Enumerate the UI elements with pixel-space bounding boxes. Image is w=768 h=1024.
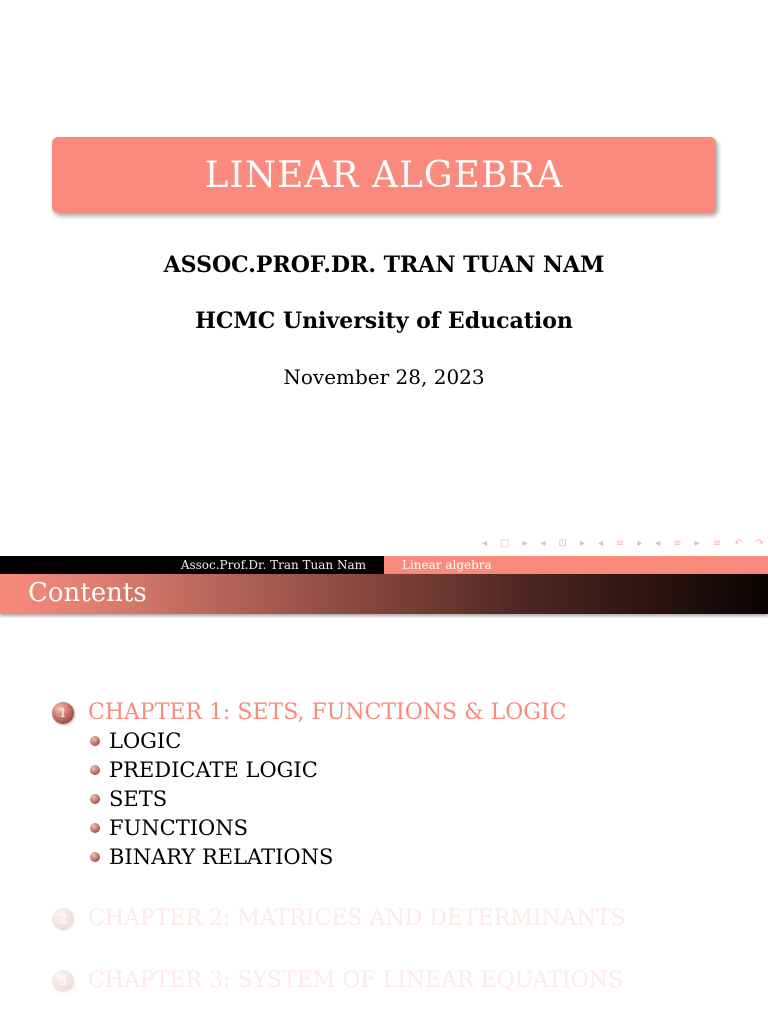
nav-subsection-icon[interactable]: ≡ — [615, 537, 625, 549]
nav-frame-icon[interactable]: ⊡ — [558, 537, 567, 549]
chapter-label: CHAPTER 2: MATRICES AND DETERMINANTS — [88, 906, 626, 931]
footer-title: Linear algebra — [384, 556, 768, 574]
footer-author: Assoc.Prof.Dr. Tran Tuan Nam — [0, 556, 384, 574]
toc-chapter-1[interactable] — [52, 700, 566, 725]
chapter-label: CHAPTER 1: SETS, FUNCTIONS & LOGIC — [88, 700, 567, 725]
nav-forward-icon[interactable]: ↷ — [755, 537, 764, 549]
nav-next-icon[interactable]: ▸ — [522, 537, 528, 549]
presentation-date: November 28, 2023 — [283, 365, 485, 389]
nav-toc-icon[interactable]: ≡ — [712, 537, 722, 549]
toc-chapter-3[interactable] — [52, 968, 623, 993]
toc-section-item[interactable] — [90, 842, 333, 871]
section-label: SETS — [109, 786, 168, 811]
toc-section-item[interactable] — [90, 785, 333, 814]
nav-next-icon[interactable]: ▸ — [694, 537, 700, 549]
toc-section-item[interactable] — [90, 756, 333, 785]
nav-prev-icon[interactable]: ◂ — [540, 537, 546, 549]
nav-section-icon[interactable]: ≡ — [673, 537, 682, 549]
presentation-title: LINEAR ALGEBRA — [204, 154, 564, 196]
toc-sections — [90, 727, 333, 871]
chapter-number-ball: 1 — [52, 702, 74, 724]
title-box — [52, 137, 716, 213]
nav-slide-icon[interactable]: □ — [500, 537, 510, 549]
chapter-number-ball: 3 — [52, 970, 74, 992]
bullet-icon — [90, 736, 100, 746]
frame-title-bar — [0, 574, 768, 614]
nav-prev-icon[interactable]: ◂ — [482, 537, 488, 549]
bullet-icon — [90, 794, 100, 804]
nav-prev-icon[interactable]: ◂ — [597, 537, 603, 549]
bullet-icon — [90, 852, 100, 862]
section-label: LOGIC — [109, 729, 182, 754]
toc-chapter-2[interactable] — [52, 906, 626, 931]
slide-footer — [0, 556, 768, 574]
nav-next-icon[interactable]: ▸ — [637, 537, 643, 549]
bullet-icon — [90, 823, 100, 833]
section-label: BINARY RELATIONS — [109, 844, 334, 869]
toc-section-item[interactable] — [90, 813, 333, 842]
chapter-label: CHAPTER 3: SYSTEM OF LINEAR EQUATIONS — [88, 968, 624, 993]
nav-back-icon[interactable]: ↶ — [734, 537, 743, 549]
toc-section-item[interactable] — [90, 727, 333, 756]
chapter-number-ball: 2 — [52, 908, 74, 930]
author-name: ASSOC.PROF.DR. TRAN TUAN NAM — [163, 252, 605, 278]
nav-next-icon[interactable]: ▸ — [579, 537, 585, 549]
institute-name: HCMC University of Education — [195, 308, 573, 334]
section-label: FUNCTIONS — [109, 815, 248, 840]
frame-title: Contents — [28, 578, 147, 608]
nav-prev-icon[interactable]: ◂ — [655, 537, 661, 549]
bullet-icon — [90, 765, 100, 775]
beamer-navigation-symbols[interactable] — [482, 536, 764, 550]
section-label: PREDICATE LOGIC — [109, 758, 318, 783]
